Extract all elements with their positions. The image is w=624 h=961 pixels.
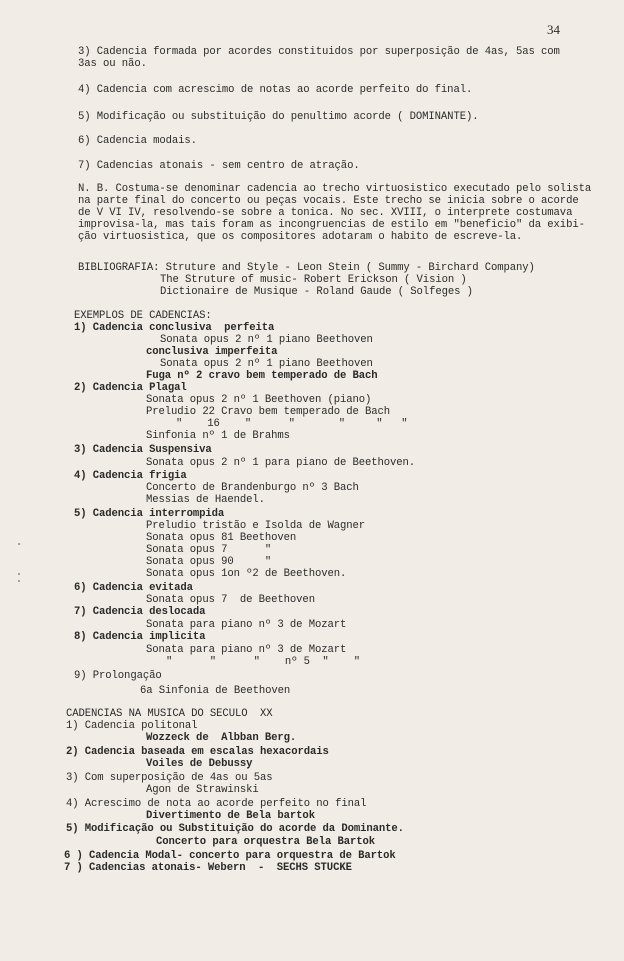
text-line: improvisa-la, mas tais foram as incongruencias de estilo em "beneficio" da exibi- [78, 219, 585, 231]
text-line: Sonata opus 1on º2 de Beethoven. [146, 568, 347, 580]
text-line: Sonata opus 90 " [146, 556, 272, 568]
text-line: 4) Acrescimo de nota ao acorde perfeito no final [66, 798, 367, 810]
text-line: ção virtuosistica, que os compositores adotaram o habito de escreve-la. [78, 231, 523, 243]
text-line: 3) Cadencia formada por acordes constituidos por superposição de 4as, 5as com [78, 46, 560, 58]
margin-mark [18, 573, 20, 575]
text-line: 7) Cadencia deslocada [74, 606, 206, 618]
text-line: 8) Cadencia implicita [74, 631, 206, 643]
text-line: 4) Cadencia frigia [74, 470, 187, 482]
text-line: The Struture of music- Robert Erickson ( Vision ) [160, 274, 467, 286]
text-line: 2) Cadencia Plagal [74, 382, 187, 394]
text-line: 5) Modificação ou substituição do penultimo acorde ( DOMINANTE). [78, 111, 479, 123]
text-line: Dictionaire de Musique - Roland Gaude ( Solfeges ) [160, 286, 473, 298]
text-line: Preludio tristão e Isolda de Wagner [146, 520, 366, 532]
text-line: 6 ) Cadencia Modal- concerto para orquestra de Bartok [64, 850, 396, 862]
text-line: 5) Modificação ou Substituição do acorde da Dominante. [66, 823, 404, 835]
text-line: Voiles de Debussy [146, 758, 253, 770]
text-line: Sonata opus 2 nº 1 para piano de Beethoven. [146, 457, 416, 469]
text-line: Sonata opus 81 Beethoven [146, 532, 297, 544]
text-line: CADENCIAS NA MUSICA DO SECULO XX [66, 708, 273, 720]
text-line: 7 ) Cadencias atonais- Webern - SECHS STUCKE [64, 862, 352, 874]
text-line: BIBLIOGRAFIA: Struture and Style - Leon Stein ( Summy - Birchard Company) [78, 262, 535, 274]
text-line: 4) Cadencia com acrescimo de notas ao acorde perfeito do final. [78, 84, 473, 96]
text-line: Sonata opus 2 nº 1 piano Beethoven [160, 334, 373, 346]
text-line: 3as ou não. [78, 58, 147, 70]
text-line: 1) Cadencia politonal [66, 720, 198, 732]
text-line: " " " nº 5 " " [166, 656, 360, 668]
text-line: " 16 " " " " " [176, 418, 408, 430]
text-line: 5) Cadencia interrompida [74, 508, 225, 520]
text-line: Sinfonia nº 1 de Brahms [146, 430, 290, 442]
page-number: 34 [547, 22, 560, 37]
text-line: Preludio 22 Cravo bem temperado de Bach [146, 406, 391, 418]
text-line: na parte final do concerto ou peças vocais. Este trecho se inicia sobre o acorde [78, 195, 579, 207]
text-line: conclusiva imperfeita [146, 346, 278, 358]
text-line: Sonata para piano nº 3 de Mozart [146, 644, 347, 656]
text-line: 3) Com superposição de 4as ou 5as [66, 772, 273, 784]
text-line: 3) Cadencia Suspensiva [74, 444, 212, 456]
text-line: 6) Cadencia evitada [74, 582, 193, 594]
text-line: de V VI IV, resolvendo-se sobre a tonica. No sec. XVIII, o interprete costumava [78, 207, 573, 219]
text-line: 6) Cadencia modais. [78, 135, 197, 147]
text-line: Sonata opus 7 " [146, 544, 272, 556]
margin-mark [18, 543, 20, 545]
text-line: Divertimento de Bela bartok [146, 810, 315, 822]
text-line: 9) Prolongação [74, 670, 162, 682]
text-line: 2) Cadencia baseada em escalas hexacordais [66, 746, 329, 758]
text-line: Sonata opus 2 nº 1 piano Beethoven [160, 358, 373, 370]
text-line: Concerto para orquestra Bela Bartok [156, 836, 376, 848]
text-line: Wozzeck de Albban Berg. [146, 732, 297, 744]
text-line: 6a Sinfonia de Beethoven [140, 685, 291, 697]
text-line: Sonata para piano nº 3 de Mozart [146, 619, 347, 631]
text-line: Messias de Haendel. [146, 494, 265, 506]
margin-mark [18, 580, 20, 582]
text-line: Fuga nº 2 cravo bem temperado de Bach [146, 370, 378, 382]
text-line: Concerto de Brandenburgo nº 3 Bach [146, 482, 359, 494]
text-line: 1) Cadencia conclusiva perfeita [74, 322, 275, 334]
text-line: Sonata opus 2 nº 1 Beethoven (piano) [146, 394, 372, 406]
text-line: N. B. Costuma-se denominar cadencia ao trecho virtuosistico executado pelo solista [78, 183, 592, 195]
text-line: 7) Cadencias atonais - sem centro de atração. [78, 160, 360, 172]
text-line: Sonata opus 7 de Beethoven [146, 594, 315, 606]
text-line: Agon de Strawinski [146, 784, 259, 796]
text-line: EXEMPLOS DE CADENCIAS: [74, 310, 212, 322]
